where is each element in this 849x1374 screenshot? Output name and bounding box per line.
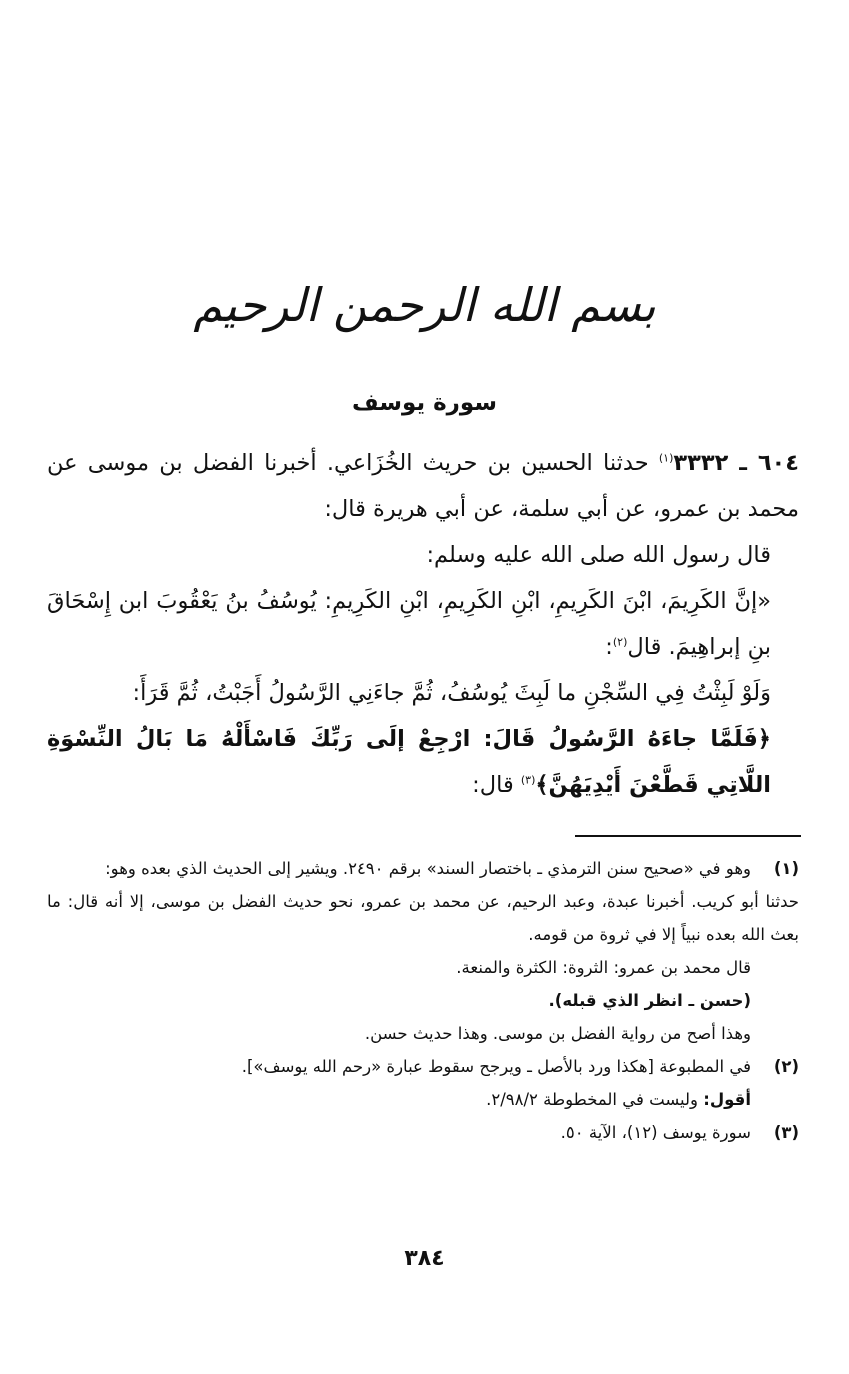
footnote-ref-1[interactable]: (١)	[658, 451, 674, 465]
footnote-number: (٢)	[773, 1057, 799, 1076]
hadith-prophet-line: قال رسول الله صلى الله عليه وسلم:	[426, 542, 771, 568]
footnote-separator	[575, 835, 801, 837]
surah-title: سورة يوسف	[352, 390, 497, 416]
footnote-body	[47, 1116, 751, 1149]
footnote-ref-3[interactable]: (٣)	[520, 773, 536, 787]
footnote-number: (٣)	[773, 1123, 799, 1142]
hadith-body	[47, 440, 799, 808]
hadith-matn-1-text: «إنَّ الكَرِيمَ، ابْنَ الكَرِيمِ، ابْنِ الكَرِيمِ، ابْنِ الكَرِيمِ: يُوسُفُ بنُ يَعْقُوبَ ابن إِسْحَاقَ بنِ إبراهِيمَ. قال	[47, 588, 771, 660]
footnote-line: حدثنا أبو كريب. أخبرنا عبدة، وعبد الرحيم، عن محمد بن عمرو، نحو حديث الفضل بن موسى، إلا أنه قال: ما بعث الله بعده نبياً إلا في ثروة من قومه.	[47, 892, 799, 944]
footnote-line: وهو في «صحيح سنن الترمذي ـ باختصار السند» برقم ٢٤٩٠. ويشير إلى الحديث الذي بعده وهو:	[105, 859, 751, 878]
footnote-aqul-text: وليست في المخطوطة ٢/٩٨/٢.	[486, 1090, 704, 1109]
basmala-calligraphy: بسم الله الرحمن الرحيم	[193, 278, 656, 332]
page-number: ٣٨٤	[404, 1246, 445, 1271]
footnote-body	[47, 852, 799, 1050]
hadith-matn-2: وَلَوْ لَبِثْتُ فِي السِّجْنِ ما لَبِثَ يُوسُفُ، ثُمَّ جاءَنِي الرَّسُولُ أَجَبْتُ، ثُمَّ قَرَأَ:	[132, 680, 771, 706]
footnote-1	[47, 852, 799, 1050]
quran-verse: ﴿فَلَمَّا جاءَهُ الرَّسُولُ قَالَ: ارْجِعْ إلَى رَبِّكَ فَاسْأَلْهُ مَا بَالُ النِّسْوَةِ اللَّاتِي قَطَّعْنَ أَيْدِيَهُنَّ﴾	[47, 726, 771, 798]
footnotes-section	[47, 852, 799, 1149]
footnote-line: قال محمد بن عمرو: الثروة: الكثرة والمنعة.	[456, 958, 751, 977]
hadith-number: ٦٠٤ ـ ٣٣٣٢	[673, 450, 800, 476]
hadith-matn-1	[47, 578, 799, 670]
footnote-number: (١)	[773, 859, 799, 878]
hadith-quran-paragraph	[47, 716, 799, 808]
hadith-matn-1-end: :	[605, 634, 613, 660]
footnote-ref-2[interactable]: (٢)	[612, 635, 628, 649]
footnote-2	[47, 1050, 799, 1116]
footnote-aqul: أقول:	[703, 1090, 751, 1109]
quran-end: قال:	[472, 772, 521, 798]
footnote-line	[47, 1083, 751, 1116]
hadith-isnad-paragraph	[47, 440, 799, 532]
footnote-body	[47, 1050, 751, 1116]
footnote-line: وهذا أصح من رواية الفضل بن موسى. وهذا حديث حسن.	[364, 1024, 751, 1043]
footnote-line: (حسن ـ انظر الذي قبله).	[548, 991, 751, 1010]
footnote-line: سورة يوسف (١٢)، الآية ٥٠.	[560, 1123, 751, 1142]
footnote-3	[47, 1116, 799, 1149]
footnote-line: في المطبوعة [هكذا ورد بالأصل ـ ويرجح سقوط عبارة «رحم الله يوسف»].	[241, 1057, 751, 1076]
hadith-isnad: حدثنا الحسين بن حريث الخُزَاعي. أخبرنا الفضل بن موسى عن محمد بن عمرو، عن أبي سلمة، عن أبي هريرة قال:	[47, 450, 799, 522]
